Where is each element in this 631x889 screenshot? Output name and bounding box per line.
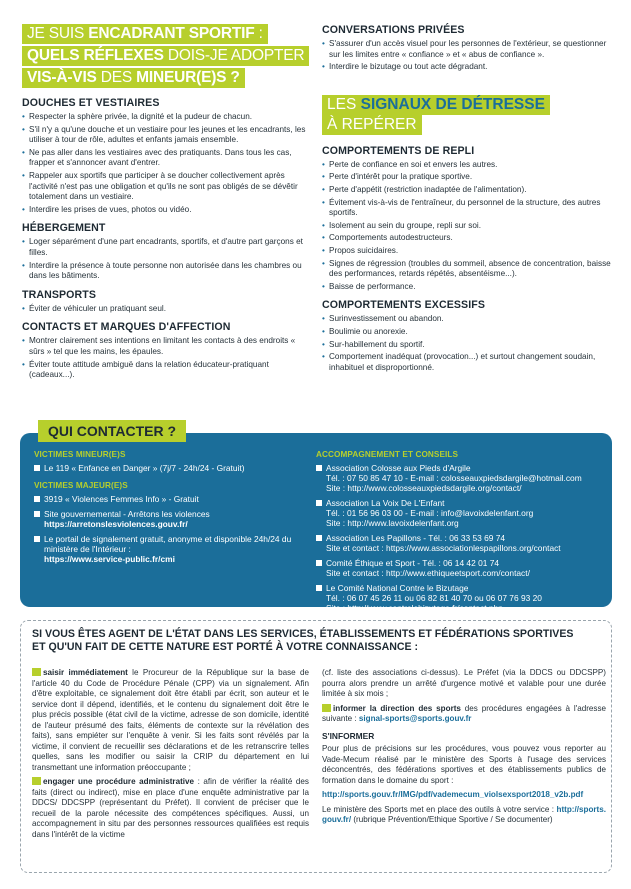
minors-heading: VICTIMES MINEUR(E)S <box>34 450 126 459</box>
list-item: • Respecter la sphère privée, la dignité et la pudeur de chacun. <box>22 112 312 123</box>
list-item: • S'il n'y a qu'une douche et un vestiaire pour les jeunes et les encadrants, les utiliser à tour de rôle, adultes et enfants jamais ensemble. <box>22 125 312 146</box>
left_sections-list <box>22 304 312 315</box>
support-name: Le Comité National Contre le Bizutage <box>326 583 469 593</box>
support-name: Association La Voix De L'Enfant <box>326 498 445 508</box>
page-title <box>22 24 312 90</box>
list-item: • Évitement vis-à-vis de l'entraîneur, du personnel de la structure, des autres sportifs. <box>322 198 616 219</box>
support-site[interactable]: Site : http://www.colosseauxpiedsdargile.org/contact/ <box>326 483 522 493</box>
signal-email-link[interactable]: signal-sports@sports.gouv.fr <box>358 714 472 723</box>
left_sections-list <box>22 112 312 215</box>
contact-text: 3919 « Violences Femmes Info » - Gratuit <box>44 494 199 504</box>
support-details: Tél. : 06 07 45 26 11 ou 06 82 81 40 70 ou 06 07 76 93 20 <box>326 593 542 603</box>
support-contact-item <box>316 463 608 493</box>
support-name: Association Les Papillons - Tél. : 06 33 53 69 74 <box>326 533 506 543</box>
agent-right-column <box>322 668 606 830</box>
arrow-icon <box>32 668 41 676</box>
agent-prefect-text: (cf. liste des associations ci-dessus). Le Préfet (via la DDCS ou DDCSPP) pourra alors prendre un arrêté d'urgence motivé et valable pour une durée limitée à six mois ; <box>322 668 606 698</box>
support-name: Association Colosse aux Pieds d'Argile <box>326 463 471 473</box>
agent-step-procedure: engager une procédure administrative : afin de vérifier la réalité des faits (direct ou indirect), mise en place d'une enquête administrative par la DDCS/ DDCSPP (représentant du Préfet). Il convient de préciser que le recueil de la parole nécessite des compétences spécifiques. Aussi, un accompagnement in situ par des personnes ressources qualifiées est requis dans l'intérêt de la victime <box>32 777 309 839</box>
adults-heading: VICTIMES MAJEUR(E)S <box>34 481 128 490</box>
left_sections-heading: TRANSPORTS <box>22 288 96 301</box>
list-item: • Ne pas aller dans les vestiaires avec des pratiquants. Dans tous les cas, frapper et s'annoncer avant d'entrer. <box>22 148 312 169</box>
left_sections-heading: HÉBERGEMENT <box>22 222 106 235</box>
sports-site-link[interactable]: http://sports.gouv.fr/ <box>322 804 606 824</box>
agent-left-column <box>32 668 309 844</box>
contact-tab: QUI CONTACTER ? <box>38 420 186 442</box>
support-details: Site et contact : https://www.associationlespapillons.org/contact <box>326 543 561 553</box>
left_sections-heading: DOUCHES ET VESTIAIRES <box>22 97 160 109</box>
list-item: • Éviter toute attitude ambiguë dans la relation éducateur-pratiquant (cadeaux...). <box>22 360 312 381</box>
left_sections-list <box>22 237 312 281</box>
list-item: • Interdire le bizutage ou tout acte dégradant. <box>322 62 616 73</box>
list-item: • Interdire la présence à toute personne non autorisée dans les chambres ou dans les bâtiments. <box>22 261 312 282</box>
support-contact-item <box>316 498 608 528</box>
list-item: • S'assurer d'un accès visuel pour les personnes de l'extérieur, se questionner sur les limites entre « confiance » et « abus de confiance ». <box>322 39 616 60</box>
support-details: Tél. : 07 50 85 47 10 - E-mail : colosseauxpiedsdargile@hotmail.com <box>326 473 582 483</box>
list-item: • Comportement inadéquat (provocation...) et surtout changement soudain, inhabituel et disproportionné. <box>322 352 616 373</box>
left_sections-heading: CONTACTS ET MARQUES D'AFFECTION <box>22 321 231 334</box>
conversations-heading: CONVERSATIONS PRIVÉES <box>322 24 465 36</box>
list-item: • Signes de régression (troubles du sommeil, absence de concentration, baisse des performances, retards répétés, absentéisme...). <box>322 259 616 280</box>
left_sections-list <box>22 336 312 380</box>
left-sections <box>22 97 312 381</box>
agent-step-inform: informer la direction des sports des procédures engagées à l'adresse suivante : signal-sports@sports.gouv.fr <box>322 703 607 723</box>
distress-line-2: À REPÉRER <box>322 115 422 135</box>
support-site[interactable]: Site : http://www.contrelebizutage.fr/contact.php <box>326 603 503 613</box>
support-contact-item <box>316 583 608 613</box>
support-details: Site et contact : http://www.ethiqueetsport.com/contact/ <box>326 568 530 578</box>
support-contact-item <box>316 558 608 578</box>
right-column <box>322 24 616 375</box>
title-line-2: QUELS RÉFLEXES DOIS-JE ADOPTER <box>22 46 309 66</box>
vademecum-link[interactable]: http://sports.gouv.fr/IMG/pdf/vademecum_violsexsport2018_v2b.pdf <box>322 790 584 799</box>
list-item: • Boulimie ou anorexie. <box>322 327 616 338</box>
adults-list <box>34 494 299 564</box>
list-item: • Comportements autodestructeurs. <box>322 233 616 244</box>
contact-victims-column <box>34 450 299 569</box>
list-item: • Sur-habillement du sportif. <box>322 340 616 351</box>
title-line-1: JE SUIS ENCADRANT SPORTIF : <box>22 24 268 44</box>
list-item: • Propos suicidaires. <box>322 246 616 257</box>
minors-item: Le 119 « Enfance en Danger » (7j/7 - 24h/24 - Gratuit) <box>34 463 299 473</box>
distress-line-1: LES SIGNAUX DE DÉTRESSE <box>322 95 550 115</box>
contact-text: Le portail de signalement gratuit, anonyme et disponible 24h/24 du ministère de l'Intérieur : <box>44 534 292 554</box>
inform-heading: S'INFORMER <box>322 730 375 741</box>
left-column <box>22 24 312 383</box>
list-item: • Interdire les prises de vues, photos ou vidéo. <box>22 205 312 216</box>
right_sections-list <box>322 160 616 293</box>
list-item: • Loger séparément d'une part encadrants, sportifs, et d'autre part garçons et filles. <box>22 237 312 258</box>
agent-title: SI VOUS ÊTES AGENT DE L'ÉTAT DANS LES SERVICES, ÉTABLISSEMENTS ET FÉDÉRATIONS SPORTIVES ET QU'UN FAIT DE CETTE NATURE EST PORTÉ À VOTRE CONNAISSANCE : <box>32 628 574 653</box>
arrow-icon <box>32 777 41 785</box>
right_sections-list <box>322 314 616 373</box>
inform-text: Pour plus de précisions sur les procédures, vous pouvez vous reporter au Vade-Mecum réalisé par le ministère des Sports à l'usage des services déconcentrés, des fédérations sportives et des établissements publics de formation dans le domaine du sport : <box>322 744 606 785</box>
list-item: • Perte d'appétit (restriction inadaptée de l'alimentation). <box>322 185 616 196</box>
list-item: • Éviter de véhiculer un pratiquant seul. <box>22 304 312 315</box>
tools-text: Le ministère des Sports met en place des outils à votre service : http://sports.gouv.fr/ (rubrique Prévention/Ethique Sportive / Se documenter) <box>322 804 606 824</box>
adult-contact-item <box>34 494 299 504</box>
support-name: Comité Éthique et Sport - Tél. : 06 14 42 01 74 <box>326 558 500 568</box>
adult-contact-item <box>34 534 299 564</box>
support-list <box>316 463 608 613</box>
support-site[interactable]: Site : http://www.lavoixdelenfant.org <box>326 518 459 528</box>
right_sections-heading: COMPORTEMENTS EXCESSIFS <box>322 299 485 312</box>
support-contact-item <box>316 533 608 553</box>
agent-step-report: saisir immédiatement le Procureur de la République sur la base de l'article 40 du Code de Procédure Pénale (CPP) via un signalement. Afin d'être exploitable, ce signalement doit être établi par écrit, son auteur et le service dont il dépend, identifiés, et le contenu du signalement doit être le plus précis possible (état civil de la victime, adresse de son domicile, identité de l'auteur présumé des faits, éléments de contexte sur la révélation des faits), sans empiéter sur l'enquête à venir. Si les faits sont révélés par la victime, il convient de recueillir ses déclarations et de les retranscrire telles quelles, sans les modifier ou saisir la CRIP du département en lui transmettant une information préoccupante ; <box>32 668 309 772</box>
adult-contact-item <box>34 509 299 529</box>
list-item: • Rappeler aux sportifs que participer à se doucher collectivement après l'activité n'est pas une obligation et qu'ils ne sont pas obligés de se dévêtir totalement dans un vestiaire. <box>22 171 312 203</box>
list-item: • Surinvestissement ou abandon. <box>322 314 616 325</box>
list-item: • Montrer clairement ses intentions en limitant les contacts à des endroits « sûrs » tel que les mains, les épaules. <box>22 336 312 357</box>
conversations-list <box>322 39 616 73</box>
distress-title <box>322 95 616 135</box>
support-heading: ACCOMPAGNEMENT ET CONSEILS <box>316 450 459 459</box>
contact-link[interactable]: https://arretonslesviolences.gouv.fr/ <box>44 519 188 529</box>
contact-support-column <box>316 450 608 618</box>
list-item: • Baisse de performance. <box>322 282 616 293</box>
right-sections <box>322 145 616 374</box>
right_sections-heading: COMPORTEMENTS DE REPLI <box>322 144 475 157</box>
contact-text: Site gouvernemental - Arrêtons les violences <box>44 509 210 519</box>
arrow-icon <box>322 704 331 712</box>
title-line-3: VIS-À-VIS DES MINEUR(E)S ? <box>22 68 245 88</box>
support-details: Tél. : 01 56 96 03 00 - E-mail : info@lavoixdelenfant.org <box>326 508 534 518</box>
list-item: • Perte de confiance en soi et envers les autres. <box>322 160 616 171</box>
list-item: • Perte d'intérêt pour la pratique sportive. <box>322 172 616 183</box>
list-item: • Isolement au sein du groupe, repli sur soi. <box>322 221 616 232</box>
contact-link[interactable]: https://www.service-public.fr/cmi <box>44 554 175 564</box>
